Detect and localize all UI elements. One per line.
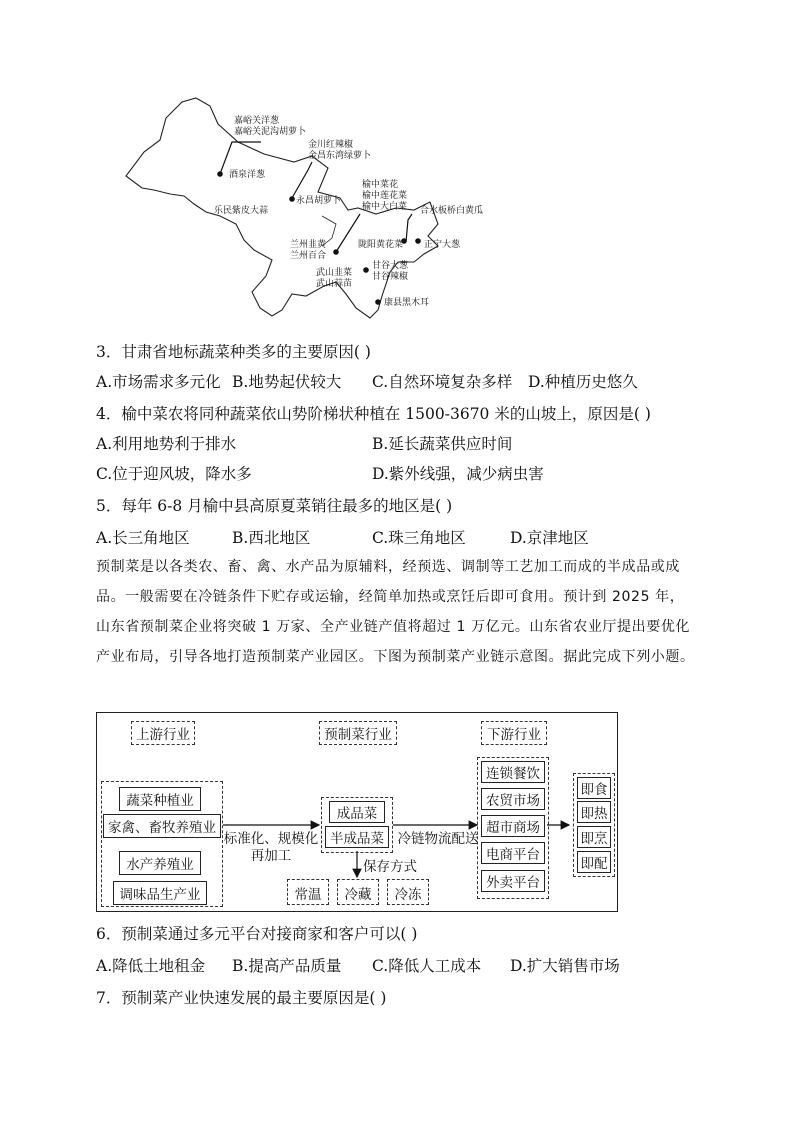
downstream-item: 连锁餐饮 bbox=[481, 761, 545, 783]
map-label: 康县黑木耳 bbox=[384, 298, 430, 308]
map-label: 金川红辣椒 bbox=[308, 140, 354, 150]
passage-text: 预制菜是以各类农、畜、禽、水产品为原辅料，经预选、调制等工艺加工而成的半成品或成品。一般需要在冷链条件下贮存或运输，经简单加热或烹饪后即可食用。预计到 2025 年，山东省预制菜企业将突破 1 万家、全产业链产值将超过 1 万亿元。山东省农业厅提出要优化产业布局，引导各地打造预制菜产业园区。下图为预制菜产业链示意图。据此完成下列小题。 bbox=[96, 559, 695, 665]
question-4-option-b[interactable]: B.延长蔬菜供应时间 bbox=[372, 435, 513, 453]
upstream-item: 调味品生产业 bbox=[113, 881, 207, 905]
upstream-item: 蔬菜种植业 bbox=[119, 787, 201, 811]
question-7-stem: 7．预制菜产业快速发展的最主要原因是( ) bbox=[96, 989, 387, 1007]
question-5-option-d[interactable]: D.京津地区 bbox=[510, 529, 589, 547]
question-4-option-c[interactable]: C.位于迎风坡，降水多 bbox=[96, 465, 252, 483]
header-prepared-food: 预制菜行业 bbox=[319, 721, 397, 745]
gansu-map bbox=[96, 96, 506, 331]
question-4-option-d[interactable]: D.紫外线强，减少病虫害 bbox=[372, 465, 544, 483]
downstream-item: 外卖平台 bbox=[481, 870, 545, 892]
question-3-option-a[interactable]: A.市场需求多元化 bbox=[96, 373, 221, 391]
map-label: 乐民紫皮大蒜 bbox=[214, 206, 269, 216]
map-label: 合水板桥白黄瓜 bbox=[420, 206, 484, 216]
map-label: 陇阳黄花菜 bbox=[358, 240, 404, 250]
map-label: 金昌东湾绿萝卜 bbox=[308, 151, 372, 161]
map-label: 武山韭菜 bbox=[316, 268, 353, 278]
map-label: 永昌胡萝卜 bbox=[296, 196, 342, 206]
map-label: 榆中莲花菜 bbox=[362, 191, 408, 201]
question-6-option-c[interactable]: C.降低人工成本 bbox=[372, 957, 482, 975]
consumption-item: 即食 bbox=[577, 777, 611, 799]
product-item: 半成品菜 bbox=[325, 826, 389, 848]
question-4-option-a[interactable]: A.利用地势利于排水 bbox=[96, 435, 237, 453]
map-label: 榆中大白菜 bbox=[362, 202, 408, 212]
product-item: 成品菜 bbox=[329, 801, 385, 823]
process-label-2: 再加工 bbox=[250, 848, 292, 864]
question-3-option-d[interactable]: D.种植历史悠久 bbox=[528, 373, 638, 391]
question-3-option-c[interactable]: C.自然环境复杂多样 bbox=[372, 373, 513, 391]
question-5-stem: 5．每年 6-8 月榆中县高原夏菜销往最多的地区是( ) bbox=[96, 497, 453, 515]
map-label: 武山蒜苗 bbox=[316, 279, 353, 289]
map-label: 甘谷辣椒 bbox=[372, 272, 409, 282]
question-6-option-a[interactable]: A.降低土地租金 bbox=[96, 957, 206, 975]
map-label: 兰州百合 bbox=[290, 251, 327, 261]
map-label: 甘谷大葱 bbox=[372, 261, 409, 271]
downstream-item: 农贸市场 bbox=[481, 788, 545, 810]
storage-item: 冷冻 bbox=[394, 887, 422, 903]
question-6-option-b[interactable]: B.提高产品质量 bbox=[232, 957, 342, 975]
consumption-item: 即烹 bbox=[577, 826, 611, 848]
question-3-option-b[interactable]: B.地势起伏较大 bbox=[232, 373, 342, 391]
upstream-item: 水产养殖业 bbox=[119, 851, 201, 875]
downstream-item: 超市商场 bbox=[481, 815, 545, 837]
header-upstream: 上游行业 bbox=[131, 721, 195, 745]
process-label-1: 标准化、规模化 bbox=[223, 831, 319, 847]
question-5-option-c[interactable]: C.珠三角地区 bbox=[372, 529, 466, 547]
map-label: 正宁大葱 bbox=[424, 240, 461, 250]
prepared-food-chain-diagram bbox=[96, 712, 618, 912]
map-label: 兰州韭黄 bbox=[290, 240, 327, 250]
storage-label: 保存方式 bbox=[363, 859, 417, 875]
storage-item: 冷藏 bbox=[344, 887, 372, 903]
header-downstream: 下游行业 bbox=[481, 721, 547, 745]
question-3-stem: 3．甘肃省地标蔬菜种类多的主要原因( ) bbox=[96, 343, 371, 361]
question-6-stem: 6．预制菜通过多元平台对接商家和客户可以( ) bbox=[96, 925, 418, 943]
map-label: 嘉峪关泥沟胡萝卜 bbox=[234, 127, 307, 137]
storage-item: 常温 bbox=[294, 887, 322, 903]
map-label: 榆中菜花 bbox=[362, 180, 399, 190]
question-5-option-a[interactable]: A.长三角地区 bbox=[96, 529, 190, 547]
question-6-option-d[interactable]: D.扩大销售市场 bbox=[510, 957, 620, 975]
downstream-item: 电商平台 bbox=[481, 842, 545, 864]
logistics-label: 冷链物流配送 bbox=[397, 831, 479, 847]
upstream-item: 家禽、畜牧养殖业 bbox=[103, 814, 221, 838]
consumption-item: 即热 bbox=[577, 801, 611, 823]
consumption-item: 即配 bbox=[577, 851, 611, 873]
question-5-option-b[interactable]: B.西北地区 bbox=[232, 529, 311, 547]
map-label: 酒泉洋葱 bbox=[229, 170, 266, 180]
map-label: 嘉峪关洋葱 bbox=[234, 116, 280, 126]
question-4-stem: 4．榆中菜农将同种蔬菜依山势阶梯状种植在 1500-3670 米的山坡上，原因是( ) bbox=[96, 405, 651, 423]
